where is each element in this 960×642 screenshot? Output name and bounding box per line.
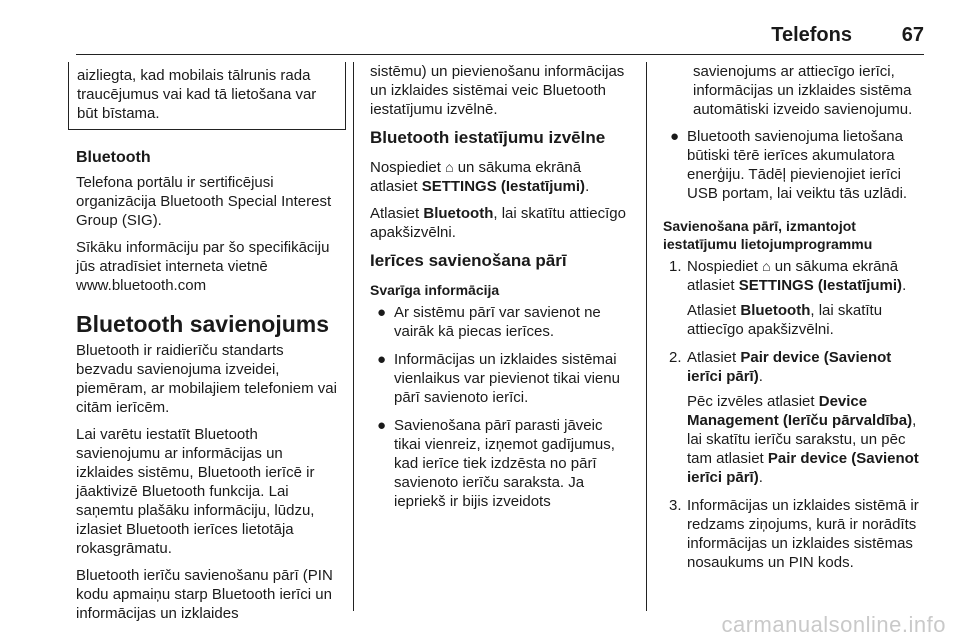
paragraph: Bluetooth ir raidierīču standarts bezvadu savienojuma izveidei, piemēram, ar mobilajiem telefoniem vai citām ierīcēm. (76, 342, 337, 416)
text: un sākuma ekrānā atlasiet (687, 258, 899, 294)
column-1 (76, 62, 338, 631)
section-heading-bluetooth: Bluetooth (76, 149, 151, 166)
list-item (370, 416, 632, 511)
step-number: 1. (669, 258, 682, 275)
warning-text: aizliegta, kad mobilais tālrunis rada traucējumus vai kad tā lietošana var būt bīstama. (77, 67, 317, 122)
list-item (663, 257, 925, 339)
bold-text: SETTINGS (Iestatījumi) (421, 178, 586, 195)
column-3 (663, 62, 925, 581)
text: . (585, 178, 590, 195)
step-number: 3. (669, 497, 682, 514)
text: . (758, 368, 763, 385)
paragraph: Bluetooth ierīču savienošanu pārī (PIN kodu apmaiņu starp Bluetooth ierīci un informācijas un izklaides (76, 567, 333, 622)
bullet-list (370, 303, 632, 511)
paragraph: Lai varētu iestatīt Bluetooth savienojumu ar informācijas un izklaides sistēmu, Bluetooth ierīcē ir jāaktivizē Bluetooth funkcija. Lai saņemtu plašāku informāciju, lūdzu, izlasiet Bluetooth ierīces lietotāja rokasgrāmatu. (76, 426, 315, 557)
text: Atlasiet (687, 349, 737, 366)
subheading-important: Svarīga informācija (370, 282, 500, 298)
paragraph (687, 392, 925, 487)
page-title: Telefons (771, 24, 852, 46)
header-rule (76, 54, 924, 55)
list-item (370, 350, 632, 407)
bold-text: Pair device (Savienot ierīci pārī) (687, 349, 892, 385)
column-2 (370, 62, 632, 520)
bullet-list (663, 127, 925, 203)
text: Ar sistēmu pārī var savienot ne vairāk kā piecas ierīces. (394, 304, 601, 340)
paragraph: Informācijas un izklaides sistēmā ir redzams ziņojums, kurā ir norādīts informācijas un izklaides sistēmas nosaukums un PIN kods. (687, 497, 919, 571)
list-item (663, 496, 925, 572)
section-heading-pairing: Ierīces savienošana pārī (370, 251, 567, 270)
home-icon: ⌂ (445, 159, 454, 175)
bold-text: Device Management (Ierīču pārvaldība) (687, 393, 913, 429)
watermark: carmanualsonline.info (721, 612, 946, 637)
page-number: 67 (901, 24, 924, 46)
text: Nospiediet (687, 258, 758, 275)
paragraph (687, 301, 925, 339)
paragraph (687, 348, 925, 386)
numbered-list (663, 257, 925, 572)
text: Informācijas un izklaides sistēmai vienlaikus var pievienot tikai vienu pārī savienoto ierīci. (394, 351, 620, 406)
paragraph (370, 158, 632, 196)
home-icon: ⌂ (762, 258, 771, 274)
step-number: 2. (669, 349, 682, 366)
list-item (663, 348, 925, 487)
paragraph: savienojums ar attiecīgo ierīci, informācijas un izklaides sistēma automātiski izveido savienojumu. (693, 63, 913, 118)
bold-text: Pair device (Savienot ierīci pārī) (687, 450, 919, 486)
paragraph: Sīkāku informāciju par šo specifikāciju jūs atradīsiet interneta vietnē www.bluetooth.com (76, 239, 330, 294)
text: , lai skatītu attiecīgo apakšizvēlni. (687, 302, 883, 338)
bullet-icon: ● (377, 351, 387, 368)
text: Atlasiet (370, 205, 420, 222)
paragraph: Telefona portālu ir sertificējusi organizācija Bluetooth Special Interest Group (SIG). (76, 174, 332, 229)
paragraph (370, 204, 632, 242)
warning-box (68, 62, 346, 130)
text: Nospiediet (370, 159, 441, 176)
subheading-pairing-app: Savienošana pārī, izmantojot iestatījumu lietojumprogrammu (663, 218, 873, 252)
bold-text: SETTINGS (Iestatījumi) (738, 277, 903, 294)
section-heading-connection: Bluetooth savienojums (76, 311, 330, 337)
text: . (758, 469, 763, 486)
text: Bluetooth savienojuma lietošana būtiski tērē ierīces akumulatora enerģiju. Tādēļ pievienojiet ierīci USB portam, lai veiktu tās uzlādi. (687, 128, 908, 202)
bullet-icon: ● (670, 128, 680, 145)
column-divider (353, 62, 354, 611)
bold-text: Bluetooth (740, 302, 811, 319)
bullet-icon: ● (377, 417, 387, 434)
bold-text: Bluetooth (423, 205, 494, 222)
list-item (370, 303, 632, 341)
page-header (0, 0, 960, 50)
text: Atlasiet (687, 302, 737, 319)
text: Pēc izvēles atlasiet (687, 393, 815, 410)
text: , lai skatītu attiecīgo apakšizvēlni. (370, 205, 626, 241)
paragraph (687, 257, 925, 295)
section-heading-menu: Bluetooth iestatījumu izvēlne (370, 128, 606, 147)
list-item (663, 127, 925, 203)
text: . (902, 277, 907, 294)
paragraph: sistēmu) un pievienošanu informācijas un izklaides sistēmai veic Bluetooth iestatījumu izvēlnē. (370, 63, 625, 118)
column-divider (646, 62, 647, 611)
text: un sākuma ekrānā atlasiet (370, 159, 582, 195)
text: Savienošana pārī parasti jāveic tikai vienreiz, izņemot gadījumus, kad ierīce tiek izdzēsta no pārī savienoto ierīču saraksta. Ja iepriekš ir bijis izveidots (394, 417, 615, 510)
bullet-icon: ● (377, 304, 387, 321)
text: , lai skatītu ierīču sarakstu, un pēc tam atlasiet (687, 412, 917, 467)
